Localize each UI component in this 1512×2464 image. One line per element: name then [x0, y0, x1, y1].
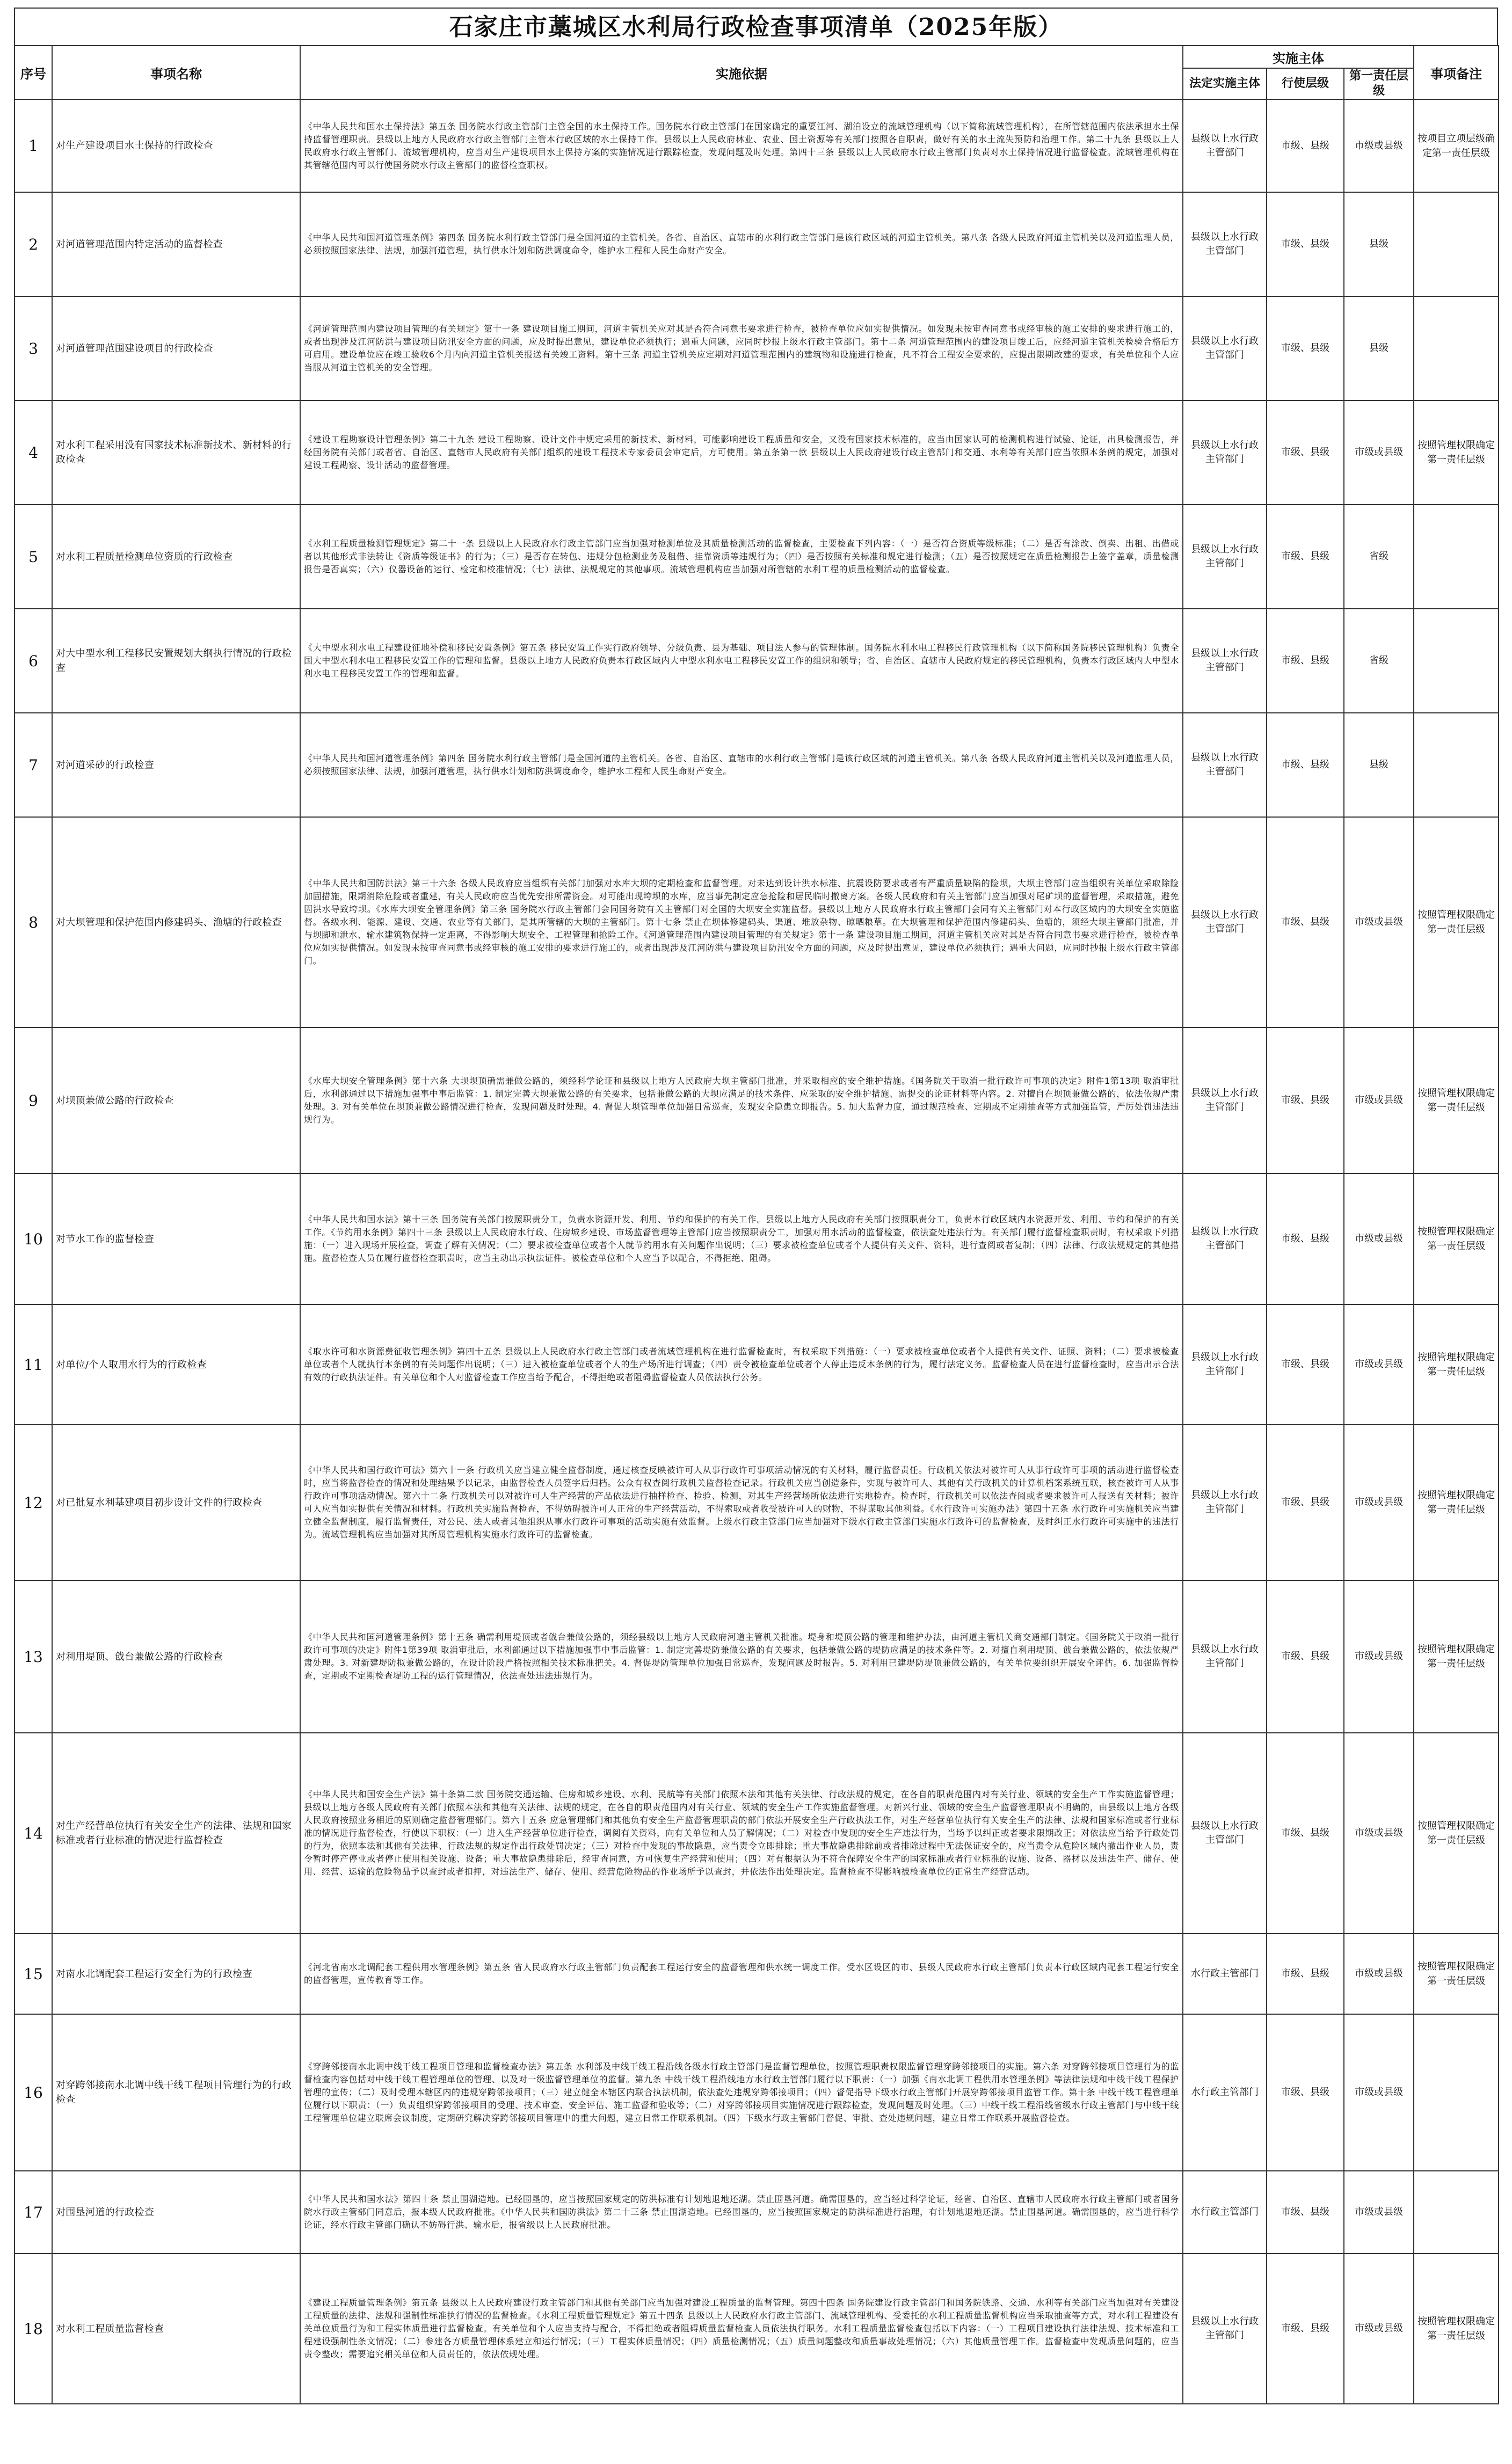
row-seq: 7 [14, 713, 52, 817]
row-legal-subject: 水行政主管部门 [1183, 2014, 1267, 2171]
header-seq: 序号 [14, 46, 52, 99]
table-row [14, 505, 1499, 609]
row-first-responsible: 市级或县级 [1344, 1027, 1414, 1173]
row-first-responsible: 市级或县级 [1344, 1304, 1414, 1425]
table-row [14, 2254, 1499, 2404]
row-first-responsible: 市级或县级 [1344, 2254, 1414, 2404]
row-basis: 《大中型水利水电工程建设征地补偿和移民安置条例》第五条 移民安置工作实行政府领导、分级负责、县为基础、项目法人参与的管理体制。国务院水利水电工程移民行政管理机构（以下简称国务院移民管理机构）负责全国大中型水利水电工程移民安置工作的管理和监督。县级以上地方人民政府负责本行政区域内大中型水利水电工程移民安置工作的组织和领导；省、自治区、直辖市人民政府规定的移民管理机构，负责本行政区域内大中型水利水电工程移民安置工作的管理和监督。 [300, 609, 1183, 713]
row-remark: 按照管理权限确定第一责任层级 [1414, 1027, 1499, 1173]
row-basis: 《中华人民共和国水法》第十三条 国务院有关部门按照职责分工，负责水资源开发、利用、节约和保护的有关工作。县级以上地方人民政府有关部门按照职责分工，负责本行政区域内水资源开发、利用、节约和保护的有关工作。《节约用水条例》第四十三条 县级以上人民政府水行政、住房城乡建设、市场监督管理等主管部门应当按照职责分工，加强对用水活动的监督检查，依法查处违法行为。有关部门履行监督检查职责时，有权采取下列措施：（一）进入现场开展检查，调查了解有关情况；（二）要求被检查单位或者个人就节约用水有关问题作出说明；（三）要求被检查单位或者个人提供有关文件、资料，进行查阅或者复制；（四）法律、行政法规规定的其他措施。监督检查人员在履行监督检查职责时，应当主动出示执法证件。被检查单位和个人应当予以配合，不得拒绝、阻碍。 [300, 1173, 1183, 1304]
header-first-responsible: 第一责任层级 [1344, 68, 1414, 99]
table-row [14, 2171, 1499, 2254]
row-first-responsible: 市级或县级 [1344, 400, 1414, 505]
row-basis: 《中华人民共和国河道管理条例》第四条 国务院水利行政主管部门是全国河道的主管机关。各省、自治区、直辖市的水利行政主管部门是该行政区域的河道主管机关。第八条 各级人民政府河道主管机关以及河道监理人员，必须按照国家法律、法规，加强河道管理，执行供水计划和防洪调度命令，维护水工程和人民生命财产安全。 [300, 192, 1183, 296]
table-row [14, 1934, 1499, 2014]
row-legal-subject: 县级以上水行政主管部门 [1183, 400, 1267, 505]
row-seq: 4 [14, 400, 52, 505]
row-legal-subject: 县级以上水行政主管部门 [1183, 99, 1267, 192]
document-title: 石家庄市藁城区水利局行政检查事项清单（2025年版） [14, 8, 1498, 45]
row-legal-subject: 县级以上水行政主管部门 [1183, 296, 1267, 400]
row-seq: 17 [14, 2171, 52, 2254]
row-basis: 《中华人民共和国水法》第四十条 禁止围湖造地。已经围垦的，应当按照国家规定的防洪标准有计划地退地还湖。禁止围垦河道。确需围垦的，应当经过科学论证，经省、自治区、直辖市人民政府水行政主管部门或者国务院水行政主管部门同意后，报本级人民政府批准。《中华人民共和国防洪法》第二十三条 禁止围湖造地。已经围垦的，应当按照国家规定的防洪标准进行治理，有计划地退地还湖。禁止围垦河道。确需围垦的，应当进行科学论证，经水行政主管部门确认不妨碍行洪、输水后，报省级以上人民政府批准。 [300, 2171, 1183, 2254]
header-basis: 实施依据 [300, 46, 1183, 99]
row-name: 对水利工程质量监督检查 [52, 2254, 300, 2404]
row-remark: 按照管理权限确定第一责任层级 [1414, 1425, 1499, 1580]
row-exercise-level: 市级、县级 [1267, 713, 1344, 817]
row-basis: 《水库大坝安全管理条例》第十六条 大坝坝顶确需兼做公路的，须经科学论证和县级以上地方人民政府大坝主管部门批准，并采取相应的安全维护措施。《国务院关于取消一批行政许可事项的决定》附件1第13项 取消审批后，水利部通过以下措施加强事中事后监管：1. 制定完善大坝兼做公路的有关要求，包括兼做公路的大坝应满足的技术条件、应采取的安全维护措施、需提交的论证材料等内容。2. 对擅自在坝顶兼做公路的，依法依规严肃处理。3. 对有关单位在坝顶兼做公路情况进行检查，发现问题及时处理。4. 督促大坝管理单位加强日常巡查，发现安全隐患立即报告。5. 加大监督力度，通过规范检查、定期或不定期抽查等方式加强监管，严厉处罚违法违规行为。 [300, 1027, 1183, 1173]
row-remark [1414, 2171, 1499, 2254]
row-legal-subject: 县级以上水行政主管部门 [1183, 1173, 1267, 1304]
row-remark: 按照管理权限确定第一责任层级 [1414, 400, 1499, 505]
row-legal-subject: 县级以上水行政主管部门 [1183, 1425, 1267, 1580]
row-first-responsible: 市级或县级 [1344, 2014, 1414, 2171]
row-legal-subject: 县级以上水行政主管部门 [1183, 1733, 1267, 1934]
row-first-responsible: 市级或县级 [1344, 1733, 1414, 1934]
table-row [14, 2014, 1499, 2171]
table-row [14, 713, 1499, 817]
header-legal-subject: 法定实施主体 [1183, 68, 1267, 99]
row-exercise-level: 市级、县级 [1267, 1173, 1344, 1304]
row-basis: 《河北省南水北调配套工程供用水管理条例》第五条 省人民政府水行政主管部门负责配套工程运行安全的监督管理和供水统一调度工作。受水区设区的市、县级人民政府水行政主管部门负责本行政区域内配套工程运行安全的监督管理，宣传教育等工作。 [300, 1934, 1183, 2014]
row-legal-subject: 县级以上水行政主管部门 [1183, 505, 1267, 609]
row-legal-subject: 水行政主管部门 [1183, 1934, 1267, 2014]
table-row [14, 1304, 1499, 1425]
row-name: 对河道管理范围内特定活动的监督检查 [52, 192, 300, 296]
header-exercise-level: 行使层级 [1267, 68, 1344, 99]
row-basis: 《河道管理范围内建设项目管理的有关规定》第十一条 建设项目施工期间，河道主管机关应对其是否符合同意书要求进行检查，被检查单位应如实提供情况。如发现未按审查同意书或经审核的施工安排的要求进行施工的，或者出现涉及江河防洪与建设项目防汛安全方面的问题，应及时提出意见，建设单位必须执行；遇重大问题，应同时抄报上级水行政主管部门。第十二条 河道管理范围内的建设项目竣工后，应经河道主管机关检验合格后方可启用。建设单位应在竣工验收6个月内向河道主管机关报送有关竣工资料。第十三条 河道主管机关应定期对河道管理范围内的建筑物和设施进行检查，凡不符合工程安全要求的，应提出限期改建的要求，有关单位和个人应当服从河道主管机关的安全管理。 [300, 296, 1183, 400]
row-seq: 6 [14, 609, 52, 713]
row-remark: 按照管理权限确定第一责任层级 [1414, 1733, 1499, 1934]
row-basis: 《取水许可和水资源费征收管理条例》第四十五条 县级以上人民政府水行政主管部门或者流域管理机构在进行监督检查时，有权采取下列措施：（一）要求被检查单位或者个人提供有关文件、证照、资料；（二）要求被检查单位或者个人就执行本条例的有关问题作出说明；（三）进入被检查单位或者个人的生产场所进行调查；（四）责令被检查单位或者个人停止违反本条例的行为，履行法定义务。监督检查人员在进行监督检查时，应当出示合法有效的行政执法证件。有关单位和个人对监督检查工作应当给予配合，不得拒绝或者阻碍监督检查人员依法执行公务。 [300, 1304, 1183, 1425]
row-legal-subject: 县级以上水行政主管部门 [1183, 1304, 1267, 1425]
row-exercise-level: 市级、县级 [1267, 1733, 1344, 1934]
row-seq: 14 [14, 1733, 52, 1934]
row-first-responsible: 市级或县级 [1344, 1425, 1414, 1580]
row-name: 对节水工作的监督检查 [52, 1173, 300, 1304]
row-first-responsible: 市级或县级 [1344, 817, 1414, 1027]
header-remark: 事项备注 [1414, 46, 1499, 99]
row-exercise-level: 市级、县级 [1267, 1934, 1344, 2014]
row-seq: 3 [14, 296, 52, 400]
table-row [14, 1027, 1499, 1173]
row-seq: 5 [14, 505, 52, 609]
row-name: 对河道采砂的行政检查 [52, 713, 300, 817]
row-first-responsible: 市级或县级 [1344, 99, 1414, 192]
row-name: 对生产经营单位执行有关安全生产的法律、法规和国家标准或者行业标准的情况进行监督检查 [52, 1733, 300, 1934]
header-subject-group: 实施主体 [1183, 46, 1414, 68]
table-body [14, 99, 1499, 2404]
row-seq: 13 [14, 1580, 52, 1733]
row-first-responsible: 县级 [1344, 192, 1414, 296]
row-remark [1414, 609, 1499, 713]
inspection-items-table [14, 45, 1499, 2404]
row-exercise-level: 市级、县级 [1267, 2014, 1344, 2171]
row-seq: 16 [14, 2014, 52, 2171]
row-exercise-level: 市级、县级 [1267, 99, 1344, 192]
row-basis: 《建设工程质量管理条例》第五条 县级以上人民政府建设行政主管部门和其他有关部门应当加强对建设工程质量的监督管理。第四十四条 国务院建设行政主管部门和国务院铁路、交通、水利等有关部门应当加强对有关建设工程质量的法律、法规和强制性标准执行情况的监督检查。《水利工程质量管理规定》第五十四条 县级以上人民政府水行政主管部门、流域管理机构、受委托的水利工程质量监督机构应当采取抽查等方式，对水利工程建设有关单位质量行为和工程实体质量进行监督检查。有关单位和个人应当支持与配合，不得拒绝或者阻碍质量监督检查人员依法执行职务。水利工程质量监督检查包括以下内容：（一）工程项目建设执行法律法规、技术标准和工程建设强制性条文情况；（二）参建各方质量管理体系建立和运行情况；（三）工程实体质量情况；（四）质量检测情况；（五）质量问题整改和质量事故处理情况；（六）其他质量管理工作。监督检查中发现质量问题的，应当责令整改；需要追究相关单位和人员责任的，依法依规处理。 [300, 2254, 1183, 2404]
table-row [14, 400, 1499, 505]
row-name: 对南水北调配套工程运行安全行为的行政检查 [52, 1934, 300, 2014]
row-exercise-level: 市级、县级 [1267, 1580, 1344, 1733]
row-seq: 8 [14, 817, 52, 1027]
row-name: 对坝顶兼做公路的行政检查 [52, 1027, 300, 1173]
row-remark: 按项目立项层级确定第一责任层级 [1414, 99, 1499, 192]
row-seq: 10 [14, 1173, 52, 1304]
row-exercise-level: 市级、县级 [1267, 817, 1344, 1027]
row-first-responsible: 县级 [1344, 296, 1414, 400]
header-name: 事项名称 [52, 46, 300, 99]
table-row [14, 1173, 1499, 1304]
row-name: 对大中型水利工程移民安置规划大纲执行情况的行政检查 [52, 609, 300, 713]
row-name: 对已批复水利基建项目初步设计文件的行政检查 [52, 1425, 300, 1580]
row-remark: 按照管理权限确定第一责任层级 [1414, 1304, 1499, 1425]
row-remark: 按照管理权限确定第一责任层级 [1414, 1934, 1499, 2014]
row-first-responsible: 市级或县级 [1344, 1934, 1414, 2014]
row-first-responsible: 市级或县级 [1344, 2171, 1414, 2254]
row-basis: 《中华人民共和国防洪法》第三十六条 各级人民政府应当组织有关部门加强对水库大坝的定期检查和监督管理。对未达到设计洪水标准、抗震设防要求或者有严重质量缺陷的险坝，大坝主管部门应当组织有关单位采取除险加固措施，限期消除危险或者重建，有关人民政府应当优先安排所需资金。对可能出现垮坝的水库，应当事先制定应急抢险和居民临时撤离方案。各级人民政府和有关主管部门应当加强对尾矿坝的监督管理，采取措施，避免因洪水导致垮坝。《水库大坝安全管理条例》第三条 国务院水行政主管部门会同国务院有关主管部门对全国的大坝安全实施监督。县级以上地方人民政府水行政主管部门会同有关主管部门对本行政区域内的大坝安全实施监督。各级水利、能源、建设、交通、农业等有关部门，是其所管辖的大坝的主管部门。第十七条 禁止在坝体修建码头、渠道、堆放杂物、晾晒粮草。在大坝管理和保护范围内修建码头、鱼塘的，须经大坝主管部门批准，并与坝脚和泄水、输水建筑物保持一定距离，不得影响大坝安全、工程管理和抢险工作。《河道管理范围内建设项目管理的有关规定》第十一条 建设项目施工期间，河道主管机关应对其是否符合同意书要求进行检查，被检查单位应如实提供情况。如发现未按审查同意书或经审核的施工安排的要求进行施工的，或者出现涉及江河防洪与建设项目防汛安全方面的问题，应及时提出意见，建设单位必须执行；遇重大问题，应同时抄报上级水行政主管部门。 [300, 817, 1183, 1027]
table-row [14, 1425, 1499, 1580]
row-basis: 《水利工程质量检测管理规定》第二十一条 县级以上人民政府水行政主管部门应当加强对检测单位及其质量检测活动的监督检查，主要检查下列内容：（一）是否符合资质等级标准；（二）是否有涂改、倒卖、出租、出借或者以其他形式非法转让《资质等级证书》的行为；（三）是否存在转包、违规分包检测业务及租借、挂靠资质等违规行为；（四）是否按照有关标准和规定进行检测；（五）是否按照规定在质量检测报告上签字盖章，质量检测报告是否真实；（六）仪器设备的运行、检定和校准情况；（七）法律、法规规定的其他事项。流域管理机构应当加强对所管辖的水利工程的质量检测活动的监督检查。 [300, 505, 1183, 609]
row-seq: 11 [14, 1304, 52, 1425]
table-row [14, 99, 1499, 192]
table-row [14, 192, 1499, 296]
row-basis: 《穿跨邻接南水北调中线干线工程项目管理和监督检查办法》第五条 水利部及中线干线工程沿线各级水行政主管部门是监督管理单位，按照管理职责权限监督管理穿跨邻接项目的实施。第六条 对穿跨邻接项目管理行为的监督检查内容包括对中线干线工程管理单位的管理、以及对一级监督管理单位的监督。第九条 中线干线工程沿线地方水行政主管部门履行以下职责：（一）加强《南水北调工程供用水管理条例》等法律法规和中线干线工程保护管理的宣传；（二）及时受理本辖区内的违规穿跨邻接项目；（三）建立健全本辖区内联合执法机制，依法查处违规穿跨邻接项目；（四）督促指导下级水行政主管部门开展穿跨邻接项目监管工作。第十条 中线干线工程管理单位履行以下职责：（一）负责组织穿跨邻接项目的受理、技术审查、安全评估、施工监督和验收等；（二）对穿跨邻接项目实施情况进行跟踪检查，发现问题及时处理。（三）中线干线工程沿线省级水行政主管部门与中线干线工程管理单位建立联席会议制度，定期研究解决穿跨邻接项目管理中的重大问题，建立日常工作联系机制。（四）下级水行政主管部门督促、审批、查处违规问题，建立日常工作联系开展监督检查。 [300, 2014, 1183, 2171]
row-name: 对利用堤顶、戗台兼做公路的行政检查 [52, 1580, 300, 1733]
row-name: 对水利工程采用没有国家技术标准新技术、新材料的行政检查 [52, 400, 300, 505]
row-legal-subject: 县级以上水行政主管部门 [1183, 192, 1267, 296]
row-basis: 《中华人民共和国行政许可法》第六十一条 行政机关应当建立健全监督制度，通过核查反映被许可人从事行政许可事项活动情况的有关材料，履行监督责任。行政机关依法对被许可人从事行政许可事项的活动进行监督检查时，应当将监督检查的情况和处理结果予以记录，由监督检查人员签字后归档。公众有权查阅行政机关监督检查记录。行政机关应当创造条件，实现与被许可人、其他有关行政机关的计算机档案系统互联，核查被许可人从事行政许可事项活动情况。第六十二条 行政机关可以对被许可人生产经营的产品依法进行抽样检查、检验、检测，对其生产经营场所依法进行实地检查。检查时，行政机关可以依法查阅或者要求被许可人报送有关材料；被许可人应当如实提供有关情况和材料。行政机关实施监督检查，不得妨碍被许可人正常的生产经营活动，不得索取或者收受被许可人的财物，不得谋取其他利益。《水行政许可实施办法》第四十五条 水行政许可实施机关应当建立健全监督制度，履行监督责任，对公民、法人或者其他组织从事水行政许可事项的活动实施有效监督。上级水行政主管部门应当加强对下级水行政主管部门实施水行政许可的监督检查，及时纠正水行政许可实施中的违法行为。流域管理机构应当加强对其所属管理机构实施水行政许可的监督检查。 [300, 1425, 1183, 1580]
row-remark: 按照管理权限确定第一责任层级 [1414, 1173, 1499, 1304]
row-legal-subject: 县级以上水行政主管部门 [1183, 713, 1267, 817]
row-exercise-level: 市级、县级 [1267, 400, 1344, 505]
table-row [14, 817, 1499, 1027]
table-row [14, 296, 1499, 400]
row-legal-subject: 县级以上水行政主管部门 [1183, 2254, 1267, 2404]
row-first-responsible: 县级 [1344, 713, 1414, 817]
row-exercise-level: 市级、县级 [1267, 1425, 1344, 1580]
row-first-responsible: 省级 [1344, 609, 1414, 713]
row-remark [1414, 296, 1499, 400]
row-seq: 18 [14, 2254, 52, 2404]
row-exercise-level: 市级、县级 [1267, 296, 1344, 400]
row-exercise-level: 市级、县级 [1267, 2171, 1344, 2254]
row-name: 对大坝管理和保护范围内修建码头、渔塘的行政检查 [52, 817, 300, 1027]
row-basis: 《中华人民共和国水土保持法》第五条 国务院水行政主管部门主管全国的水土保持工作。国务院水行政主管部门在国家确定的重要江河、湖泊设立的流域管理机构（以下简称流域管理机构），在所管辖范围内依法承担水土保持监督管理职责。县级以上地方人民政府水行政主管部门主管本行政区域的水土保持工作。县级以上人民政府林业、农业、国土资源等有关部门按照各自职责，做好有关的水土流失预防和治理工作。第二十九条 县级以上人民政府水行政主管部门、流域管理机构，应当对生产建设项目水土保持方案的实施情况进行跟踪检查，发现问题及时处理。第四十三条 县级以上人民政府水行政主管部门负责对水土保持情况进行监督检查。流域管理机构在其管辖范围内可以行使国务院水行政主管部门的监督检查职权。 [300, 99, 1183, 192]
table-row [14, 1580, 1499, 1733]
row-basis: 《中华人民共和国河道管理条例》第四条 国务院水利行政主管部门是全国河道的主管机关。各省、自治区、直辖市的水利行政主管部门是该行政区域的河道主管机关。第八条 各级人民政府河道主管机关以及河道监理人员，必须按照国家法律、法规，加强河道管理，执行供水计划和防洪调度命令，维护水工程和人民生命财产安全。 [300, 713, 1183, 817]
row-exercise-level: 市级、县级 [1267, 505, 1344, 609]
row-name: 对生产建设项目水土保持的行政检查 [52, 99, 300, 192]
row-exercise-level: 市级、县级 [1267, 1304, 1344, 1425]
row-exercise-level: 市级、县级 [1267, 192, 1344, 296]
table-row [14, 1733, 1499, 1934]
row-remark: 按照管理权限确定第一责任层级 [1414, 1580, 1499, 1733]
row-name: 对穿跨邻接南水北调中线干线工程项目管理行为的行政检查 [52, 2014, 300, 2171]
row-seq: 2 [14, 192, 52, 296]
row-remark [1414, 713, 1499, 817]
table-row [14, 609, 1499, 713]
row-first-responsible: 省级 [1344, 505, 1414, 609]
row-basis: 《中华人民共和国安全生产法》第十条第二款 国务院交通运输、住房和城乡建设、水利、民航等有关部门依照本法和其他有关法律、行政法规的规定，在各自的职责范围内对有关行业、领域的安全生产工作实施监督管理；县级以上地方各级人民政府有关部门依照本法和其他有关法律、法规的规定，在各自的职责范围内对有关行业、领域的安全生产工作实施监督管理。对新兴行业、领域的安全生产监督管理职责不明确的，由县级以上地方各级人民政府按照业务相近的原则确定监督管理部门。第六十五条 应急管理部门和其他负有安全生产监督管理职责的部门依法开展安全生产行政执法工作，对生产经营单位执行有关安全生产的法律、法规和国家标准或者行业标准的情况进行监督检查，行使以下职权：（一）进入生产经营单位进行检查，调阅有关资料，向有关单位和人员了解情况；（二）对检查中发现的安全生产违法行为，当场予以纠正或者要求限期改正；对依法应当给予行政处罚的行为，依照本法和其他有关法律、行政法规的规定作出行政处罚决定；（三）对检查中发现的事故隐患，应当责令立即排除；重大事故隐患排除前或者排除过程中无法保证安全的，应当责令从危险区域内撤出作业人员，责令暂时停产停业或者停止使用相关设施、设备；重大事故隐患排除后，经审查同意，方可恢复生产经营和使用；（四）对有根据认为不符合保障安全生产的国家标准或者行业标准的设施、设备、器材以及违法生产、储存、使用、经营、运输的危险物品予以查封或者扣押，对违法生产、储存、使用、经营危险物品的作业场所予以查封，并依法作出处理决定。监督检查不得影响被检查单位的正常生产经营活动。 [300, 1733, 1183, 1934]
row-remark: 按照管理权限确定第一责任层级 [1414, 2254, 1499, 2404]
row-exercise-level: 市级、县级 [1267, 609, 1344, 713]
row-remark [1414, 505, 1499, 609]
row-legal-subject: 县级以上水行政主管部门 [1183, 1027, 1267, 1173]
row-exercise-level: 市级、县级 [1267, 2254, 1344, 2404]
row-legal-subject: 县级以上水行政主管部门 [1183, 817, 1267, 1027]
row-basis: 《中华人民共和国河道管理条例》第十五条 确需利用堤顶或者戗台兼做公路的，须经县级以上地方人民政府河道主管机关批准。堤身和堤顶公路的管理和维护办法，由河道主管机关商交通部门制定。《国务院关于取消一批行政许可事项的决定》附件1第39项 取消审批后，水利部通过以下措施加强事中事后监管：1. 制定完善堤防兼做公路的有关要求，包括兼做公路的堤防应满足的技术条件等。2. 对擅自利用堤顶、戗台兼做公路的，依法依规严肃处理。3. 对新建堤防拟兼做公路的，在设计阶段严格按照相关技术标准把关。4. 督促堤防管理单位加强日常巡查，发现问题及时报告。5. 对利用已建堤防堤顶兼做公路的，有关单位要组织开展安全评估。6. 加强监督检查，定期或不定期检查堤防工程的运行管理情况，依法查处违法违规行为。 [300, 1580, 1183, 1733]
row-basis: 《建设工程勘察设计管理条例》第二十九条 建设工程勘察、设计文件中规定采用的新技术、新材料，可能影响建设工程质量和安全，又没有国家技术标准的，应当由国家认可的检测机构进行试验、论证，出具检测报告，并经国务院有关部门或者省、自治区、直辖市人民政府有关部门组织的建设工程技术专家委员会审定后，方可使用。第五条第一款 县级以上人民政府建设行政主管部门和交通、水利等有关部门应当依照本条例的规定，加强对建设工程勘察、设计活动的监督管理。 [300, 400, 1183, 505]
row-seq: 9 [14, 1027, 52, 1173]
row-remark: 按照管理权限确定第一责任层级 [1414, 817, 1499, 1027]
row-first-responsible: 市级或县级 [1344, 1580, 1414, 1733]
row-name: 对河道管理范围建设项目的行政检查 [52, 296, 300, 400]
row-remark [1414, 2014, 1499, 2171]
row-name: 对围垦河道的行政检查 [52, 2171, 300, 2254]
row-legal-subject: 县级以上水行政主管部门 [1183, 1580, 1267, 1733]
row-legal-subject: 水行政主管部门 [1183, 2171, 1267, 2254]
row-name: 对水利工程质量检测单位资质的行政检查 [52, 505, 300, 609]
row-exercise-level: 市级、县级 [1267, 1027, 1344, 1173]
row-legal-subject: 县级以上水行政主管部门 [1183, 609, 1267, 713]
row-seq: 1 [14, 99, 52, 192]
row-seq: 12 [14, 1425, 52, 1580]
row-remark [1414, 192, 1499, 296]
row-name: 对单位/个人取用水行为的行政检查 [52, 1304, 300, 1425]
row-seq: 15 [14, 1934, 52, 2014]
row-first-responsible: 市级或县级 [1344, 1173, 1414, 1304]
